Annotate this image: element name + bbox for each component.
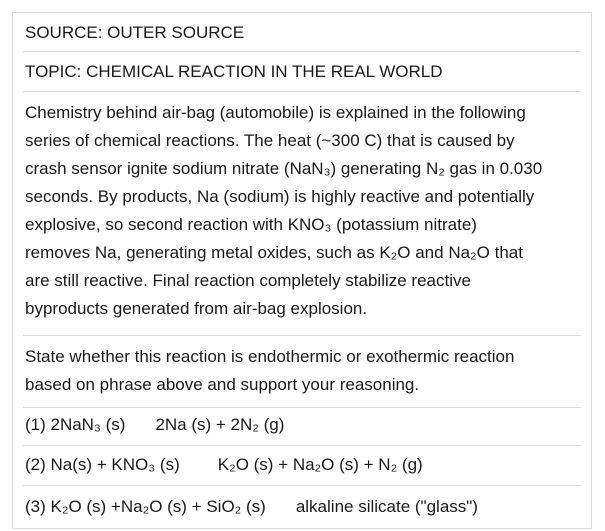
body-line: seconds. By products, Na (sodium) is highly reactive and potentially	[25, 187, 535, 206]
body-line: series of chemical reactions. The heat (~300 C) that is caused by	[25, 131, 515, 150]
topic-line: TOPIC: CHEMICAL REACTION IN THE REAL WORLD	[25, 62, 443, 81]
reaction-1	[25, 411, 284, 439]
reaction-1-products: 2Na (s) + 2N₂ (g)	[155, 415, 285, 434]
question-line: based on phrase above and support your reasoning.	[25, 375, 420, 394]
reaction-3-row	[23, 485, 581, 529]
body-line: are still reactive. Final reaction completely stabilize reactive	[25, 271, 471, 290]
reaction-2-products: K₂O (s) + Na₂O (s) + N₂ (g)	[217, 455, 423, 474]
body-line: byproducts generated from air-bag explosion.	[25, 299, 368, 318]
document-frame	[12, 12, 592, 529]
reaction-1-reactants: (1) 2NaN₃ (s)	[25, 415, 126, 434]
topic-row	[23, 51, 581, 92]
body-line: removes Na, generating metal oxides, such as K₂O and Na₂O that	[25, 243, 523, 262]
question-line: State whether this reaction is endothermic or exothermic reaction	[25, 347, 515, 366]
body-line: Chemistry behind air-bag (automobile) is explained in the following	[25, 103, 526, 122]
reaction-2	[25, 451, 423, 479]
source-row	[23, 13, 581, 52]
reaction-1-row	[23, 407, 581, 446]
source-line: SOURCE: OUTER SOURCE	[25, 23, 245, 42]
body-line: explosive, so second reaction with KNO₃ (potassium nitrate)	[25, 215, 477, 234]
body-row	[23, 91, 581, 336]
reaction-3-products: alkaline silicate ("glass")	[295, 497, 478, 516]
reaction-3-reactants: (3) K₂O (s) +Na₂O (s) + SiO₂ (s)	[25, 497, 266, 516]
reaction-2-row	[23, 445, 581, 486]
question-row	[23, 335, 581, 408]
body-line: crash sensor ignite sodium nitrate (NaN₃) generating N₂ gas in 0.030	[25, 159, 543, 178]
reaction-3	[25, 493, 478, 521]
reaction-2-reactants: (2) Na(s) + KNO₃ (s)	[25, 455, 180, 474]
